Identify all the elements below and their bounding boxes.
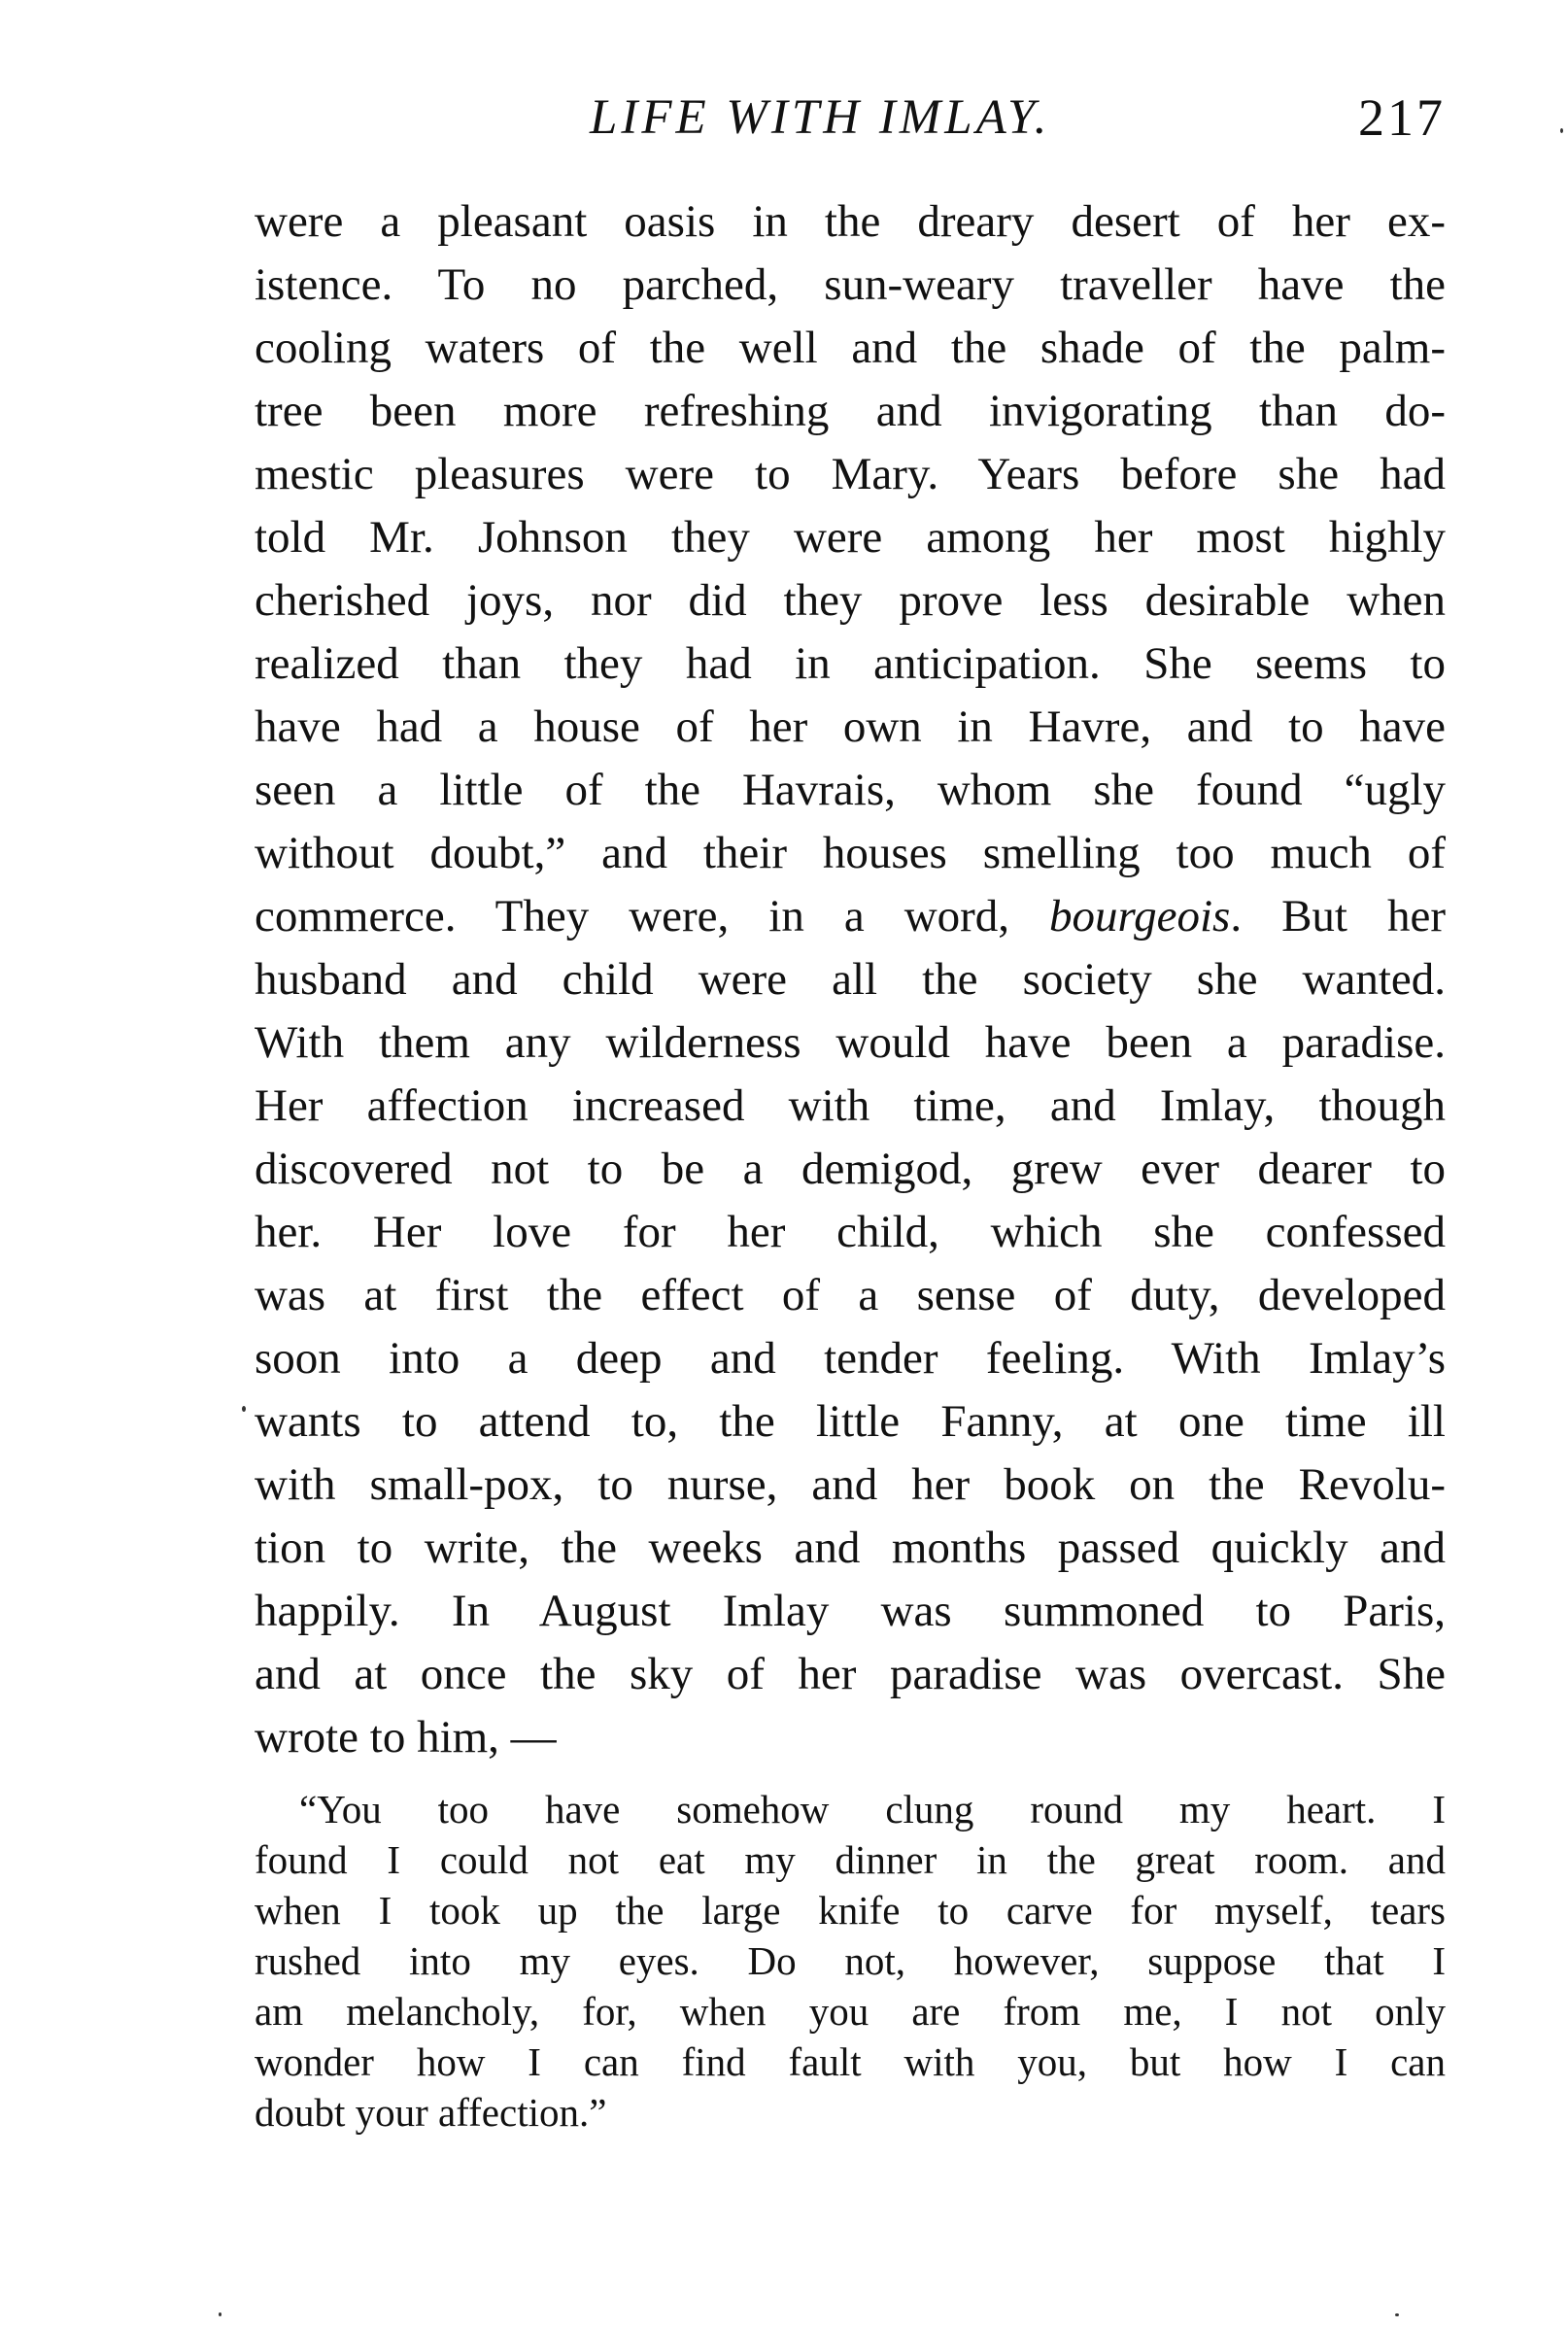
text-line: wrote to him, —: [255, 1712, 557, 1763]
text-line: tion to write, the weeks and months passed quickly and: [255, 1523, 1446, 1573]
text-line: cherished joys, nor did they prove less desirable when: [255, 575, 1446, 626]
quote-line: wonder how I can find fault with you, but how I can: [255, 2039, 1446, 2084]
text-line: commerce. They were, in a word, bourgeois. But her: [255, 891, 1446, 941]
quote-line: when I took up the large knife to carve for myself, tears: [255, 1888, 1446, 1933]
text-line: were a pleasant oasis in the dreary desert of her ex-: [255, 196, 1446, 247]
text-line: discovered not to be a demigod, grew ever dearer to: [255, 1144, 1446, 1194]
text-line: told Mr. Johnson they were among her most highly: [255, 512, 1446, 563]
text-line: with small-pox, to nurse, and her book on the Revolu-: [255, 1459, 1446, 1510]
text-line: her. Her love for her child, which she confessed: [255, 1207, 1446, 1257]
quote-line: am melancholy, for, when you are from me, I not only: [255, 1989, 1446, 2034]
text-line: tree been more refreshing and invigorating than do-: [255, 386, 1446, 436]
block-quote: [255, 1784, 1446, 2138]
quote-line: “You too have somehow clung round my heart. I: [299, 1787, 1446, 1832]
print-speck: [1395, 2313, 1399, 2316]
text-line: mestic pleasures were to Mary. Years before she had: [255, 449, 1446, 499]
running-head: [255, 89, 1446, 157]
text-line: happily. In August Imlay was summoned to Paris,: [255, 1586, 1446, 1636]
italic-word: bourgeois: [1049, 891, 1231, 941]
text-line: realized than they had in anticipation. She seems to: [255, 638, 1446, 689]
running-title: LIFE WITH IMLAY.: [590, 90, 1051, 145]
quote-line: rushed into my eyes. Do not, however, suppose that I: [255, 1938, 1446, 1983]
print-speck: [219, 2312, 222, 2316]
text-line: cooling waters of the well and the shade of the palm-: [255, 323, 1446, 373]
text-line: without doubt,” and their houses smelling too much of: [255, 828, 1446, 878]
text-line: was at first the effect of a sense of duty, developed: [255, 1270, 1446, 1320]
text-line: and at once the sky of her paradise was overcast. She: [255, 1649, 1446, 1699]
text-line: wants to attend to, the little Fanny, at one time ill: [255, 1396, 1446, 1447]
quote-line: doubt your affection.”: [255, 2090, 607, 2135]
page-number: 217: [1358, 88, 1446, 147]
print-speck: [242, 1406, 246, 1412]
body-paragraph: [255, 190, 1446, 1769]
text-line: husband and child were all the society she wanted.: [255, 954, 1446, 1005]
text-line: seen a little of the Havrais, whom she found “ugly: [255, 765, 1446, 815]
text-line: have had a house of her own in Havre, and to have: [255, 702, 1446, 752]
text-line: With them any wilderness would have been a paradise.: [255, 1017, 1446, 1068]
print-speck: [1560, 128, 1563, 133]
text-line: soon into a deep and tender feeling. With Imlay’s: [255, 1333, 1446, 1384]
text-line: Her affection increased with time, and Imlay, though: [255, 1080, 1446, 1131]
quote-line: found I could not eat my dinner in the great room. and: [255, 1837, 1446, 1882]
text-line: istence. To no parched, sun-weary traveller have the: [255, 259, 1446, 310]
